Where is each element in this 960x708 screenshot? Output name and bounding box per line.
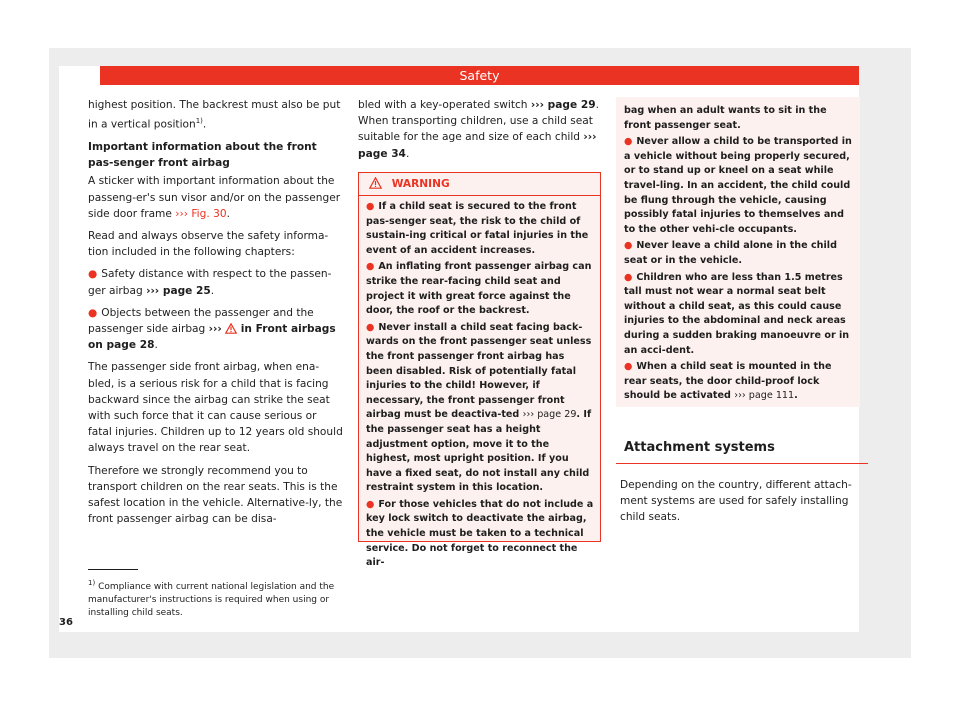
warning-body <box>359 196 600 571</box>
bullet-icon: ● <box>624 240 633 252</box>
arrow-glyph: ››› <box>175 207 188 220</box>
bullet-icon: ● <box>366 261 375 273</box>
page-link[interactable]: ››› page 29 <box>522 409 577 421</box>
column-1 <box>88 97 343 533</box>
heading: Important information about the front pas-senger front airbag <box>88 140 317 170</box>
footnote-marker[interactable]: 1) <box>195 117 203 126</box>
warning-icon <box>225 323 237 334</box>
paragraph: The passenger side front airbag, when ena-bled, is a serious risk for a child that is facing backward since the airbag can strike the seat with such force that it can cause serious or fatal injuries. Children up to 12 years old should always travel on the rear seat. <box>88 361 343 455</box>
paragraph: Therefore we strongly recommend you to transport children on the rear seats. This is the safest location in the vehicle. Alternative-ly, the front passenger airbag can be disa- <box>88 464 343 526</box>
bullet-icon: ● <box>88 306 98 319</box>
warning-header <box>359 173 600 196</box>
list-item: ● Objects between the passenger and the passenger side airbag ››› in Front airbags on page 28. <box>88 306 336 352</box>
paragraph: highest position. The backrest must also be put in a vertical position$^{1)}$. <box>88 99 341 131</box>
footnote: $^{1)}$ Compliance with current national legislation and the manufacturer's instructions is required when using or installing child seats. <box>88 579 335 618</box>
list-item: ● Children who are less than 1.5 metres tall must not wear a normal seat belt without a child seat, as this could cause injuries to the abdominal and neck areas during a sudden braking manoeuvre or in an acci-dent. <box>624 271 850 356</box>
paragraph: A sticker with important information about the passeng-er's sun visor and/or on the passenger side door frame ››› Fig. 30. <box>88 175 341 220</box>
bullet-icon: ● <box>624 136 633 148</box>
footnote-divider <box>88 569 138 570</box>
warning-title: WARNING <box>391 178 450 190</box>
list-item: ● An inflating front passenger airbag can strike the rear-facing child seat and project it with great force against the door, the roof or the backrest. <box>366 261 592 317</box>
list-item: ● Never allow a child to be transported in a vehicle without being properly secured, or to stand up or kneel on a seat while travel-ling. In an accident, the child could be flung through the vehicle, causing possibly fatal injuries to themselves and to the other vehi-cle occupants. <box>624 136 852 235</box>
bullet-icon: ● <box>366 321 375 333</box>
paragraph: bag when an adult wants to sit in the front passenger seat. <box>624 105 827 131</box>
footnote-marker: 1) <box>88 579 96 587</box>
list-item: ● Safety distance with respect to the passen-ger airbag ››› page 25. <box>88 268 332 297</box>
section-header: Safety <box>100 66 859 85</box>
warning-icon <box>369 177 382 189</box>
page-link[interactable]: ››› page 29 <box>530 99 596 111</box>
warning-box <box>358 172 601 569</box>
figure-link[interactable]: Fig. 30 <box>191 207 227 220</box>
bullet-icon: ● <box>366 201 375 212</box>
list-item: ● Never leave a child alone in the child seat or in the vehicle. <box>624 240 837 266</box>
page-link[interactable]: ››› page 25 <box>146 284 211 297</box>
paragraph: Read and always observe the safety informa-tion included in the following chapters: <box>88 229 329 259</box>
page-link[interactable]: in Front airbags on page 28 <box>88 322 336 352</box>
bullet-icon: ● <box>624 271 633 283</box>
page-number: 36 <box>59 617 73 628</box>
paragraph: bled with a key-operated switch ››› page 29. When transporting children, use a child seat suitable for the age and size of each child ››› page 34. <box>358 99 599 160</box>
section-heading: Attachment systems <box>616 440 868 464</box>
column-2 <box>358 97 601 168</box>
list-item: ● Never install a child seat facing back-wards on the front passenger seat unless the front passenger front airbag has been disabled. Risk of potentially fatal injuries to the child! However, if necessary, the front passenger front airbag must be deactiva-ted ››› page 29. If the passenger seat has a height adjustment option, move it to the highest, most upright position. If you have a fixed seat, do not install any child restraint system in this location. <box>366 321 592 494</box>
bullet-icon: ● <box>624 361 633 373</box>
list-item: ● For those vehicles that do not include a key lock switch to deactivate the airbag, the vehicle must be taken to a technical service. Do not forget to reconnect the air- <box>366 498 594 569</box>
page-link[interactable]: ››› page 111 <box>734 390 795 402</box>
bullet-icon: ● <box>88 268 98 281</box>
bullet-icon: ● <box>366 498 375 510</box>
list-item: ● If a child seat is secured to the front pas-senger seat, the risk to the child of sustain-ing critical or fatal injuries in the event of an accident increases. <box>366 201 589 256</box>
list-item: ● When a child seat is mounted in the rear seats, the door child-proof lock should be activated ››› page 111. <box>624 361 832 402</box>
paragraph: Depending on the country, different attach-ment systems are used for safely installing child seats. <box>620 479 852 524</box>
page-link[interactable]: ››› page 34 <box>358 131 597 160</box>
warning-continuation-box <box>616 97 860 407</box>
